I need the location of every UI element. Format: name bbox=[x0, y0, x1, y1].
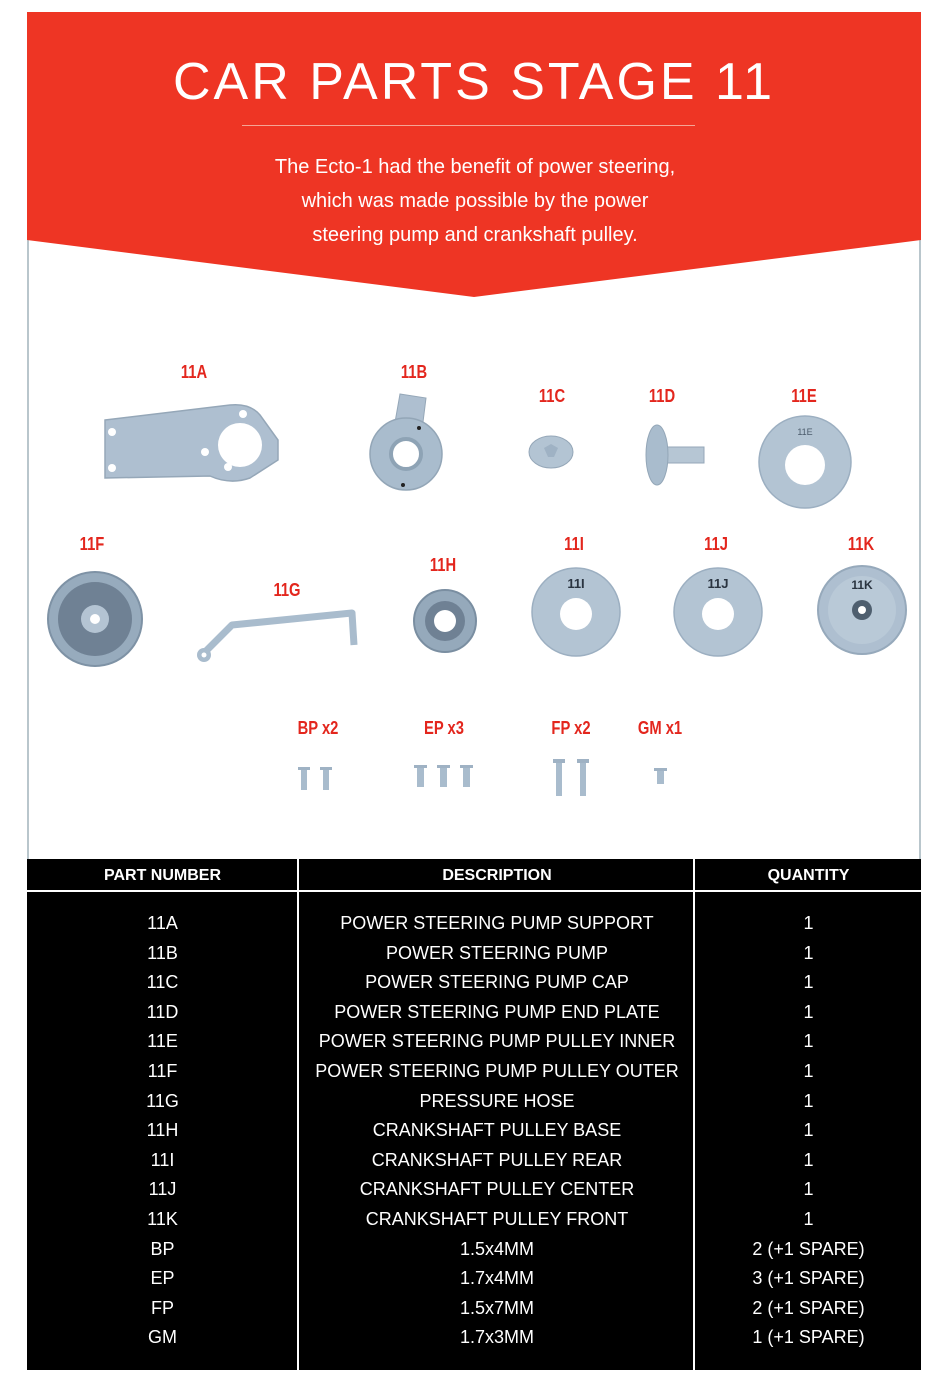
table-header bbox=[27, 859, 921, 892]
quantity-cell: 2 (+1 SPARE) bbox=[752, 1297, 865, 1318]
part-label-11d: 11D bbox=[648, 386, 676, 406]
part-number-cell: BP bbox=[150, 1238, 175, 1259]
screw-label-fp: FP x2 bbox=[551, 718, 591, 738]
header-quantity: QUANTITY bbox=[767, 867, 850, 884]
intro-text bbox=[180, 150, 770, 252]
intro-line: which was made possible by the power bbox=[301, 190, 649, 212]
part-label-11g: 11G bbox=[273, 580, 301, 600]
quantity-cell: 1 bbox=[803, 1149, 814, 1170]
quantity-cell: 2 (+1 SPARE) bbox=[752, 1238, 865, 1259]
part-number-cell: 11E bbox=[147, 1031, 178, 1052]
table-row bbox=[27, 1323, 921, 1353]
header-description: DESCRIPTION bbox=[442, 867, 552, 884]
quantity-cell: 1 bbox=[803, 1031, 814, 1052]
part-number-cell: 11G bbox=[146, 1090, 179, 1111]
description-cell: CRANKSHAFT PULLEY REAR bbox=[371, 1149, 623, 1170]
quantity-cell: 1 bbox=[803, 942, 814, 963]
quantity-cell: 1 bbox=[803, 913, 814, 933]
crankshaft-pulley-rear-icon bbox=[530, 566, 622, 658]
end-plate-icon bbox=[640, 420, 710, 490]
table-row bbox=[27, 1235, 921, 1265]
description-cell: POWER STEERING PUMP CAP bbox=[365, 972, 629, 993]
quantity-cell: 1 bbox=[803, 972, 814, 993]
quantity-cell: 1 (+1 SPARE) bbox=[752, 1327, 865, 1348]
screw-ep-icon bbox=[412, 764, 478, 790]
crankshaft-pulley-base-icon bbox=[412, 588, 478, 654]
part-number-cell: 11A bbox=[147, 913, 178, 933]
description-cell: CRANKSHAFT PULLEY BASE bbox=[372, 1120, 622, 1141]
table-row bbox=[27, 1175, 921, 1205]
table-row bbox=[27, 1116, 921, 1146]
part-label-11h: 11H bbox=[429, 555, 457, 575]
part-stamp: 11E bbox=[797, 427, 813, 437]
table-row bbox=[27, 1027, 921, 1057]
part-label-11e: 11E bbox=[791, 386, 817, 406]
description-cell: CRANKSHAFT PULLEY FRONT bbox=[365, 1208, 629, 1229]
part-label-11b: 11B bbox=[400, 362, 428, 382]
description-cell: POWER STEERING PUMP END PLATE bbox=[334, 1001, 660, 1022]
part-number-cell: FP bbox=[150, 1297, 174, 1318]
table-row bbox=[27, 1057, 921, 1087]
description-cell: 1.5x4MM bbox=[459, 1238, 535, 1259]
pump-housing-icon bbox=[366, 388, 446, 494]
parts-table bbox=[27, 859, 921, 1370]
pump-support-bracket-icon bbox=[100, 400, 285, 482]
part-label-11a: 11A bbox=[180, 362, 208, 382]
table-body bbox=[27, 909, 921, 1353]
pulley-outer-icon bbox=[46, 570, 144, 668]
part-label-11c: 11C bbox=[538, 386, 566, 406]
description-cell: 1.5x7MM bbox=[459, 1297, 535, 1318]
screw-label-gm: GM x1 bbox=[637, 718, 683, 738]
part-stamp: 11I bbox=[567, 576, 585, 591]
pressure-hose-icon bbox=[192, 605, 364, 665]
part-number-cell: GM bbox=[148, 1327, 177, 1348]
part-number-cell: 11F bbox=[147, 1060, 178, 1081]
table-row bbox=[27, 1146, 921, 1176]
quantity-cell: 1 bbox=[803, 1060, 814, 1081]
table-row bbox=[27, 1087, 921, 1117]
table-row bbox=[27, 939, 921, 969]
description-cell: CRANKSHAFT PULLEY CENTER bbox=[359, 1179, 635, 1200]
description-cell: POWER STEERING PUMP SUPPORT bbox=[340, 913, 654, 933]
part-number-cell: 11I bbox=[150, 1149, 175, 1170]
table-row bbox=[27, 998, 921, 1028]
pump-cap-icon bbox=[524, 432, 578, 472]
part-number-cell: 11B bbox=[147, 942, 178, 963]
table-row bbox=[27, 1264, 921, 1294]
header-part-number: PART NUMBER bbox=[103, 867, 222, 884]
title-divider bbox=[242, 125, 695, 126]
quantity-cell: 1 bbox=[803, 1208, 814, 1229]
part-label-11f: 11F bbox=[79, 534, 105, 554]
quantity-cell: 1 bbox=[803, 1120, 814, 1141]
part-number-cell: 11C bbox=[146, 972, 179, 993]
quantity-cell: 1 bbox=[803, 1179, 814, 1200]
description-cell: PRESSURE HOSE bbox=[419, 1090, 575, 1111]
part-number-cell: 11K bbox=[147, 1208, 178, 1229]
quantity-cell: 3 (+1 SPARE) bbox=[752, 1268, 865, 1289]
table-row bbox=[27, 1205, 921, 1235]
screw-label-bp: BP x2 bbox=[297, 718, 339, 738]
description-cell: POWER STEERING PUMP bbox=[385, 942, 609, 963]
part-stamp: 11J bbox=[707, 576, 729, 591]
screw-fp-icon bbox=[551, 758, 593, 798]
table-row bbox=[27, 909, 921, 939]
part-number-cell: 11H bbox=[146, 1120, 179, 1141]
screw-gm-icon bbox=[653, 767, 669, 787]
part-label-11k: 11K bbox=[847, 534, 875, 554]
part-label-11i: 11I bbox=[564, 534, 584, 554]
description-cell: POWER STEERING PUMP PULLEY OUTER bbox=[315, 1060, 679, 1081]
screw-bp-icon bbox=[296, 766, 342, 792]
description-cell: 1.7x4MM bbox=[459, 1268, 535, 1289]
part-number-cell: 11D bbox=[146, 1001, 179, 1022]
table-row bbox=[27, 968, 921, 998]
quantity-cell: 1 bbox=[803, 1001, 814, 1022]
part-number-cell: EP bbox=[150, 1268, 175, 1289]
quantity-cell: 1 bbox=[803, 1090, 814, 1111]
description-cell: POWER STEERING PUMP PULLEY INNER bbox=[318, 1031, 676, 1052]
intro-line: The Ecto-1 had the benefit of power steering, bbox=[274, 156, 676, 178]
screw-label-ep: EP x3 bbox=[424, 718, 464, 738]
pulley-inner-disc-icon bbox=[756, 413, 854, 511]
crankshaft-pulley-front-icon bbox=[816, 564, 908, 656]
part-label-11j: 11J bbox=[704, 534, 728, 554]
page-title: CAR PARTS STAGE 11 bbox=[172, 53, 776, 111]
crankshaft-pulley-center-icon bbox=[672, 566, 764, 658]
part-stamp: 11K bbox=[851, 578, 873, 592]
description-cell: 1.7x3MM bbox=[459, 1327, 535, 1348]
intro-line: steering pump and crankshaft pulley. bbox=[312, 224, 638, 246]
table-row bbox=[27, 1294, 921, 1324]
part-number-cell: 11J bbox=[148, 1179, 177, 1200]
